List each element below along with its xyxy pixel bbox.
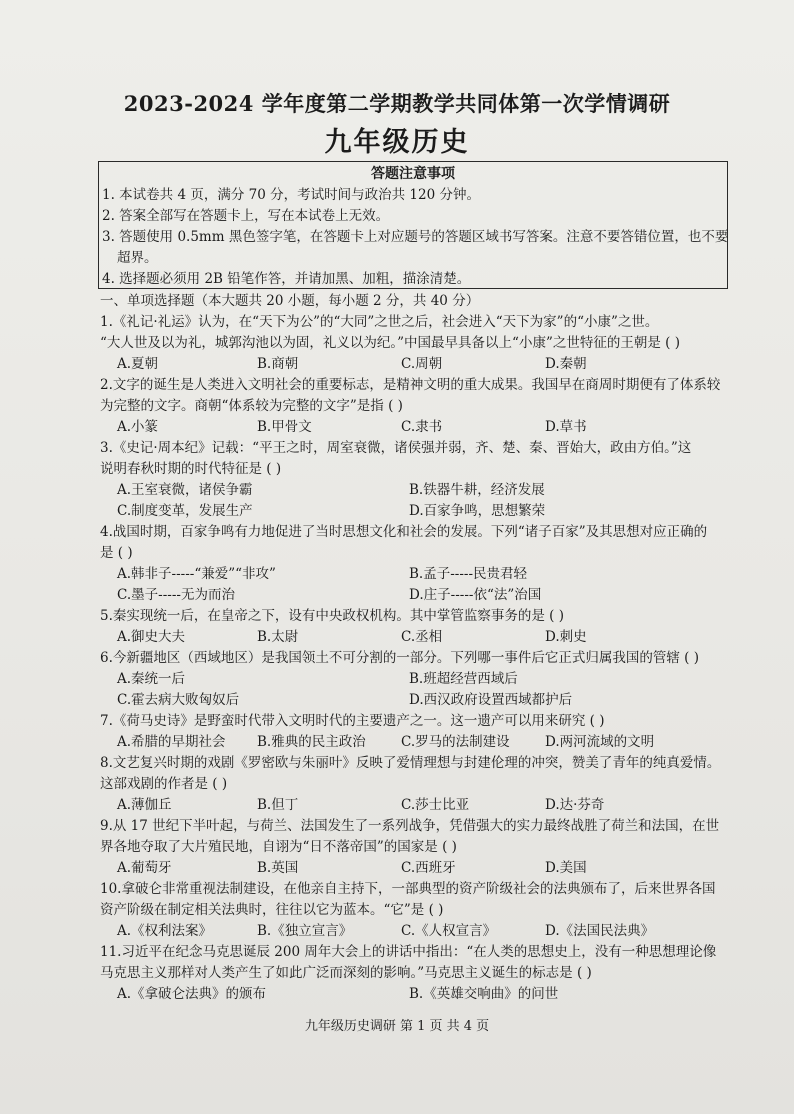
option-d: D.庄子-----依“法”治国 xyxy=(409,587,542,603)
option-row xyxy=(100,417,740,438)
option-c: C.霍去病大败匈奴后 xyxy=(117,692,240,708)
question-stem: 为完整的文字。商朝“体系较为完整的文字”是指 ( ) xyxy=(100,398,403,414)
section-heading: 一、单项选择题（本大题共 20 小题，每小题 2 分，共 40 分） xyxy=(100,293,480,309)
question-11 xyxy=(100,942,740,1005)
option-b: B.但丁 xyxy=(257,797,299,813)
option-d: D.两河流域的文明 xyxy=(545,734,655,750)
option-a: A.葡萄牙 xyxy=(117,860,172,876)
question-5 xyxy=(100,606,740,648)
question-stem: 界各地夺取了大片殖民地，自诩为“日不落帝国”的国家是 ( ) xyxy=(100,839,457,855)
option-a: A.韩非子-----“兼爱”“非攻” xyxy=(117,566,276,582)
option-c: C.墨子-----无为而治 xyxy=(117,587,235,603)
option-a: A.王室衰微，诸侯争霸 xyxy=(117,482,253,498)
option-row xyxy=(100,627,740,648)
question-stem: 是 ( ) xyxy=(100,545,133,561)
question-stem: 4.战国时期，百家争鸣有力地促进了当时思想文化和社会的发展。下列“诸子百家”及其思想对应正确的 xyxy=(100,524,708,540)
question-4 xyxy=(100,522,740,606)
question-8 xyxy=(100,753,740,816)
question-stem: 6.今新疆地区（西域地区）是我国领土不可分割的一部分。下列哪一事件后它正式归属我国的管辖 ( ) xyxy=(100,650,699,666)
option-row xyxy=(100,690,740,711)
question-9 xyxy=(100,816,740,879)
option-c: C.罗马的法制建设 xyxy=(401,734,510,750)
option-row xyxy=(100,795,740,816)
question-stem: 这部戏剧的作者是 ( ) xyxy=(100,776,228,792)
subject-title: 九年级历史 xyxy=(324,127,470,158)
option-row xyxy=(100,732,740,753)
notice-line: 2. 答案全部写在答题卡上，写在本试卷上无效。 xyxy=(102,208,390,224)
option-a: A.《拿破仑法典》的颁布 xyxy=(117,986,267,1002)
option-d: D.西汉政府设置西域都护后 xyxy=(409,692,573,708)
exam-title: 2023-2024 学年度第二学期教学共同体第一次学情调研 xyxy=(123,91,671,116)
notice-box xyxy=(98,161,728,289)
option-c: C.《人权宣言》 xyxy=(401,923,497,939)
option-b: B.孟子-----民贵君轻 xyxy=(409,566,528,582)
option-row xyxy=(100,501,740,522)
question-stem: 马克思主义那样对人类产生了如此广泛而深刻的影响。”马克思主义诞生的标志是 ( ) xyxy=(100,965,592,981)
option-a: A.御史大夫 xyxy=(117,629,186,645)
option-c: C.丞相 xyxy=(401,629,443,645)
option-a: A.小篆 xyxy=(117,419,159,435)
page-footer: 九年级历史调研 第 1 页 共 4 页 xyxy=(304,1019,490,1034)
option-b: B.《独立宣言》 xyxy=(257,923,353,939)
option-row xyxy=(100,585,740,606)
option-d: D.刺史 xyxy=(545,629,587,645)
option-b: B.铁器牛耕，经济发展 xyxy=(409,482,545,498)
question-section xyxy=(100,291,740,1005)
option-row xyxy=(100,354,740,375)
question-stem: 说明春秋时期的时代特征是 ( ) xyxy=(100,461,282,477)
option-d: D.草书 xyxy=(545,419,587,435)
option-row xyxy=(100,564,740,585)
option-row xyxy=(100,858,740,879)
option-c: C.莎士比亚 xyxy=(401,797,470,813)
option-a: A.希腊的早期社会 xyxy=(117,734,226,750)
question-10 xyxy=(100,879,740,942)
question-stem: 11.习近平在纪念马克思诞辰 200 周年大会上的讲话中指出：“在人类的思想史上，没有一种思想理论像 xyxy=(100,944,717,960)
question-2 xyxy=(100,375,740,438)
question-stem: 5.秦实现统一后，在皇帝之下，设有中央政权机构。其中掌管监察事务的是 ( ) xyxy=(100,608,564,624)
question-stem: 7.《荷马史诗》是野蛮时代带入文明时代的主要遗产之一。这一遗产可以用来研究 ( ) xyxy=(100,713,605,729)
question-stem: 8.文艺复兴时期的戏剧《罗密欧与朱丽叶》反映了爱情理想与封建伦理的冲突，赞美了青年的纯真爱情。 xyxy=(100,755,721,771)
notice-line: 1. 本试卷共 4 页，满分 70 分，考试时间与政治共 120 分钟。 xyxy=(102,187,480,203)
question-7 xyxy=(100,711,740,753)
option-row xyxy=(100,984,740,1005)
option-b: B.商朝 xyxy=(257,356,299,372)
option-row xyxy=(100,480,740,501)
option-a: A.夏朝 xyxy=(117,356,159,372)
option-a: A.《权利法案》 xyxy=(117,923,213,939)
option-row xyxy=(100,669,740,690)
question-3 xyxy=(100,438,740,522)
option-b: B.《英雄交响曲》的问世 xyxy=(409,986,559,1002)
notice-title: 答题注意事项 xyxy=(371,166,455,182)
option-d: D.秦朝 xyxy=(545,356,587,372)
option-c: C.周朝 xyxy=(401,356,443,372)
option-c: C.制度变革，发展生产 xyxy=(117,503,253,519)
question-1 xyxy=(100,312,740,375)
option-b: B.班超经营西域后 xyxy=(409,671,518,687)
notice-line: 3. 答题使用 0.5mm 黑色签字笔，在答题卡上对应题号的答题区域书写答案。注意不要答错位置，也不要 xyxy=(102,229,729,245)
notice-line: 4. 选择题必须用 2B 铅笔作答，并请加黑、加粗，描涂清楚。 xyxy=(102,271,471,287)
option-c: C.隶书 xyxy=(401,419,443,435)
notice-line: 超界。 xyxy=(117,250,158,266)
option-row xyxy=(100,921,740,942)
question-stem: 3.《史记·周本纪》记载：“平王之时，周室衰微，诸侯强并弱，齐、楚、秦、晋始大，政由方伯。”这 xyxy=(100,440,692,456)
option-c: C.西班牙 xyxy=(401,860,456,876)
option-b: B.甲骨文 xyxy=(257,419,312,435)
option-d: D.《法国民法典》 xyxy=(545,923,655,939)
question-stem: 1.《礼记·礼运》认为，在“天下为公”的“大同”之世之后，社会进入“天下为家”的“小康”之世。 xyxy=(100,314,659,330)
option-a: A.薄伽丘 xyxy=(117,797,172,813)
option-b: B.太尉 xyxy=(257,629,299,645)
option-d: D.达·芬奇 xyxy=(545,797,605,813)
question-stem: 资产阶级在制定相关法典时，往往以它为蓝本。“它”是 ( ) xyxy=(100,902,444,918)
question-stem: 10.拿破仑非常重视法制建设，在他亲自主持下，一部典型的资产阶级社会的法典颁布了，后来世界各国 xyxy=(100,881,716,897)
question-stem: 2.文字的诞生是人类进入文明社会的重要标志，是精神文明的重大成果。我国早在商周时期便有了体系较 xyxy=(100,377,721,393)
option-a: A.秦统一后 xyxy=(117,671,186,687)
question-6 xyxy=(100,648,740,711)
option-d: D.百家争鸣，思想繁荣 xyxy=(409,503,546,519)
question-stem: 9.从 17 世纪下半叶起，与荷兰、法国发生了一系列战争，凭借强大的实力最终战胜了荷兰和法国，在世 xyxy=(100,818,720,834)
option-d: D.美国 xyxy=(545,860,587,876)
question-stem: “大人世及以为礼，城郭沟池以为固，礼义以为纪。”中国最早具备以上“小康”之世特征的王朝是 ( ) xyxy=(100,335,680,351)
option-b: B.英国 xyxy=(257,860,299,876)
option-b: B.雅典的民主政治 xyxy=(257,734,366,750)
